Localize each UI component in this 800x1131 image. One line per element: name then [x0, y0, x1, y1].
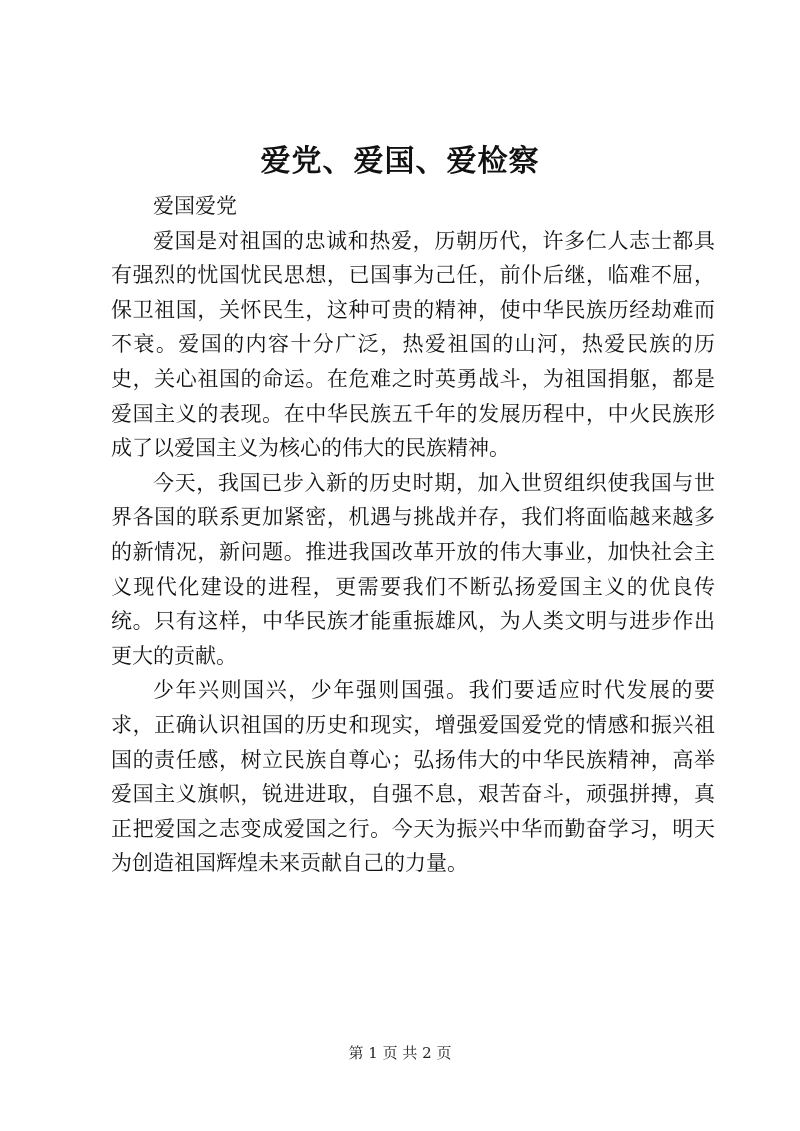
section-heading: 爱国爱党: [153, 194, 237, 218]
page-number-footer: 第 1 页 共 2 页: [348, 1044, 452, 1062]
document-body: [111, 189, 715, 881]
paragraph-1: 爱国是对祖国的忠诚和热爱，历朝历代，许多仁人志士都具有强烈的忧国忧民思想，已国事为己任，前仆后继，临难不屈，保卫祖国，关怀民生，这种可贵的精神，使中华民族历经劫难而不衰。爱国的内容十分广泛，热爱祖国的山河，热爱民族的历史，关心祖国的命运。在危难之时英勇战斗，为祖国捐躯，都是爱国主义的表现。在中华民族五千年的发展历程中，中火民族形成了以爱国主义为核心的伟大的民族精神。: [111, 228, 715, 461]
document-title: 爱党、爱国、爱检察: [260, 144, 540, 179]
paragraph-2: 今天，我国已步入新的历史时期，加入世贸组织使我国与世界各国的联系更加紧密，机遇与挑战并存，我们将面临越来越多的新情况，新问题。推进我国改革开放的伟大事业，加快社会主义现代化建设的进程，更需要我们不断弘扬爱国主义的优良传统。只有这样，中华民族才能重振雄风，为人类文明与进步作出更大的贡献。: [111, 470, 715, 668]
paragraph-3: 少年兴则国兴，少年强则国强。我们要适应时代发展的要求，正确认识祖国的历史和现实，增强爱国爱党的情感和振兴祖国的责任感，树立民族自尊心；弘扬伟大的中华民族精神，高举爱国主义旗帜，锐进进取，自强不息，艰苦奋斗，顽强拼搏，真正把爱国之志变成爱国之行。今天为振兴中华而勤奋学习，明天为创造祖国辉煌未来贡献自己的力量。: [111, 678, 715, 876]
